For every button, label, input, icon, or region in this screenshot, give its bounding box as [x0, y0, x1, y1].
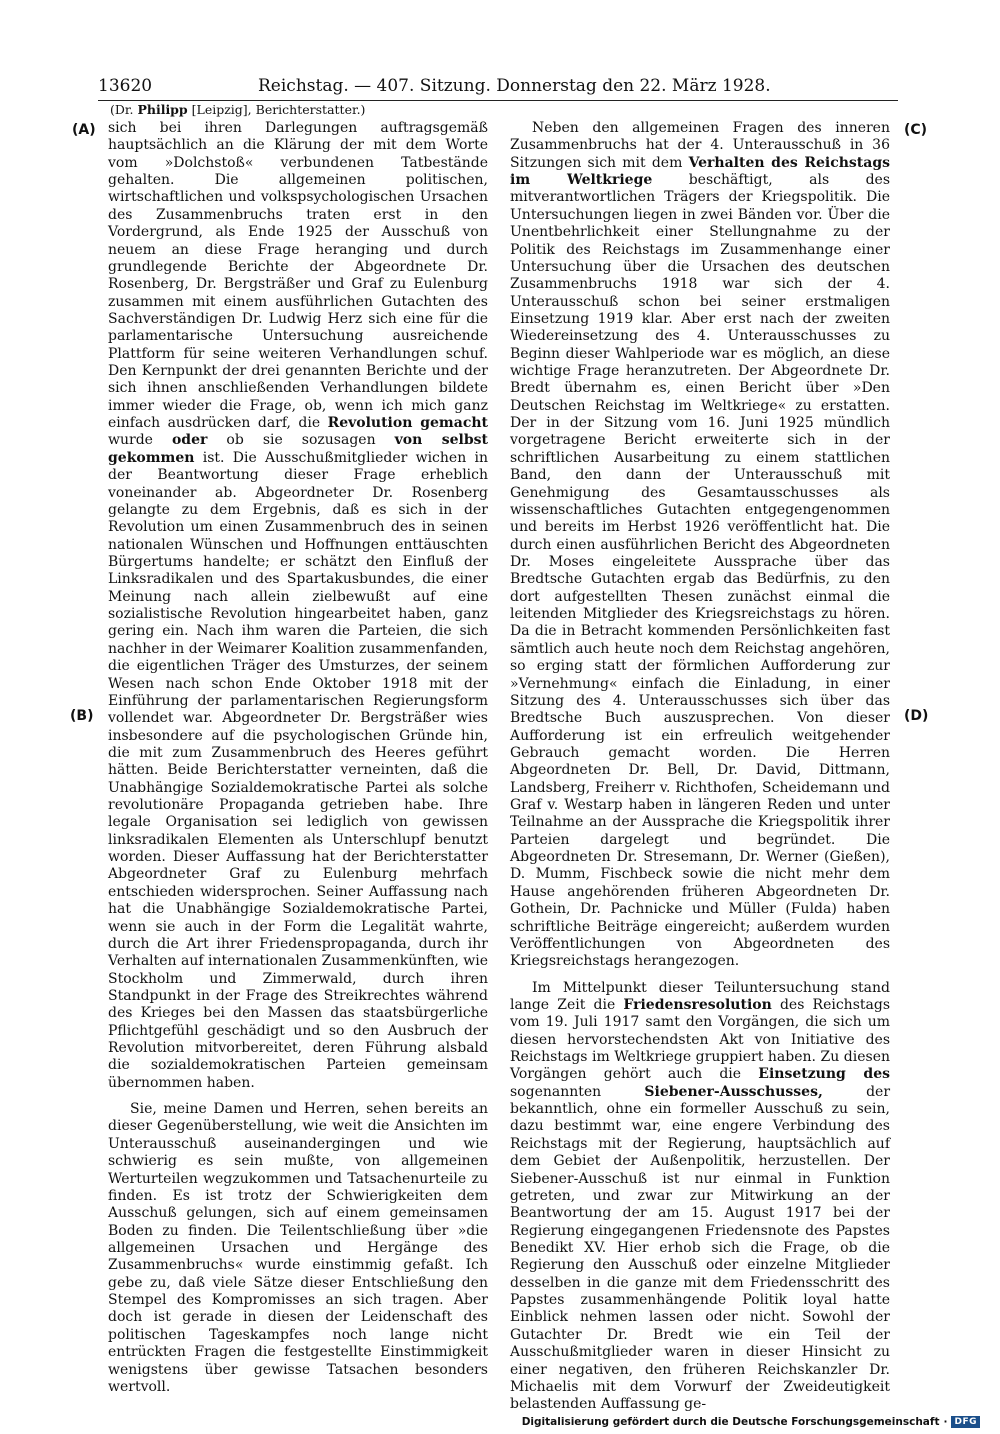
text-run: sogenannten: [510, 1083, 645, 1100]
margin-marker-d: (D): [904, 708, 929, 724]
speaker-line: [110, 100, 510, 120]
bold-run: von selbst gekommen: [108, 432, 488, 466]
bold-run: Siebener-Ausschusses,: [644, 1083, 823, 1100]
bold-run: Friedensresolution: [623, 996, 772, 1013]
footer-credit: [522, 1416, 980, 1428]
running-head: Reichstag. — 407. Sitzung. Donnerstag den 22. März 1928.: [258, 76, 771, 96]
right-paragraph-2: [510, 980, 890, 1414]
speaker-prefix: (Dr.: [110, 102, 138, 117]
text-run: der bekanntlich, ohne ein formeller Ausschuß zu sein, dazu bestimmt war, eine engere Verbindung des Reichstags mit der Regierung, hauptsächlich auf dem Gebiet der Außenpolitik, herzustellen. Der Siebener-Ausschuß ist nur einmal in Funktion getreten, und zwar zur Mitwirkung an der Beantwortung der am 15. August 1917 bei der Regierung eingegangenen Friedensnote des Papstes Benedikt XV. Hier erhob sich die Frage, ob die Regierung den Ausschuß oder einzelne Mitglieder desselben in die ganze mit dem Friedensschritt des Papstes zusammenhängende Politik loyal hatte Einblick nehmen lassen oder nicht. Sowohl der Gutachter Dr. Bredt wie ein Teil der Ausschußmitglieder waren in dieser Hinsicht zu einer negativen, den früheren Reichskanzler Dr. Michaelis mit dem Vorwurf der Zweideutigkeit belastenden Auffassung ge-: [510, 1083, 891, 1413]
text-run: sich bei ihren Darlegungen auftragsgemäß hauptsächlich an die Klärung der mit dem Worte vom »Dolchstoß« verbundenen Tatbestände gehalten. Die allgemeinen politischen, wirtschaftlichen und volkspsychologischen Ursachen des Zusammenbruchs traten erst in den Vordergrund, als Ende 1925 der Ausschuß von neuem an diese Frage heranging und durch grundlegende Berichte der Abgeordnete Dr. Rosenberg, Dr. Bergsträßer und Graf zu Eulenburg zusammen mit einem ausführlichen Gutachten des Sachverständigen Dr. Ludwig Herz sich eine für die parlamentarische Untersuchung ausreichende Plattform für seine weiteren Verhandlungen schuf. Den Kernpunkt der drei genannten Berichte und der sich ihnen anschließenden Verhandlungen bildete immer wieder die Frage, ob, wenn ich mich ganz einfach ausdrücken darf, die: [108, 120, 488, 432]
text-run: ob sie sozusagen: [207, 432, 395, 449]
speaker-suffix: [Leipzig], Berichterstatter.): [187, 102, 366, 117]
bold-run: Einsetzung des: [758, 1066, 890, 1083]
text-run: ist. Die Ausschußmitglieder wichen in der Beantwortung dieser Frage erheblich voneinander ab. Abgeordneter Dr. Rosenberg gelangte zu dem Ergebnis, daß es sich in der Revolution um einen Zusammenbruch des in seinen nationalen Wünschen und Hoffnungen enttäuschten Bürgertums handelte; er schätzt den Einfluß der Linksradikalen und des Spartakusbundes, die einer Meinung nach allein zielbewußt auf eine sozialistische Revolution hingearbeitet haben, ganz gering ein. Nach ihm waren die Parteien, die sich nachher in der Weimarer Koalition zusammenfanden, die eigentlichen Träger des Umsturzes, der seinem Wesen nach schon Ende Oktober 1918 mit der Einführung der parlamentarischen Regierungsform vollendet war. Abgeordneter Dr. Bergsträßer wies insbesondere auf die psychologischen Gründe hin, die mit zum Zusammenbruch des Heeres geführt hätten. Beide Berichterstatter verneinten, daß die Unabhängige Sozialdemokratische Partei als solche revolutionäre Propaganda getrieben habe. Ihre legale Organisation sei lediglich von gewissen linksradikalen Elementen als Unterschlupf benutzt worden. Dieser Auffassung hat der Berichterstatter Abgeordneter Graf zu Eulenburg mehrfach entschieden widersprochen. Seiner Auffassung nach hat die Unabhängige Sozialdemokratische Partei, wenn sie auch in der Form die Legalität wahrte, durch die Art ihrer Friedenspropaganda, durch ihr Verhalten auf internationalen Zusammenkünften, wie Stockholm und Zimmerwald, durch ihren Standpunkt in der Frage des Streikrechtes während des Krieges bei den Massen das staatsbürgerliche Pflichtgefühl geschädigt und so den Ausbruch der Revolution mitvorbereitet, deren Führung alsbald die sozialdemokratischen Parteien gemeinsam übernommen haben.: [108, 449, 489, 1091]
speaker-name: Philipp: [137, 102, 188, 117]
text-run: des Reichstags vom 19. Juli 1917 samt den Vorgängen, die sich um diesen hervorstechendsten Akt von Initiative des Reichstags im Weltkriege gruppiert haben. Zu diesen Vorgängen gehört auch die: [510, 996, 891, 1083]
left-column: [108, 120, 488, 1396]
page-number: 13620: [98, 76, 153, 96]
footer-text: Digitalisierung gefördert durch die Deutsche Forschungsgemeinschaft: [521, 1416, 940, 1428]
text-run: Im Mittelpunkt dieser Teiluntersuchung stand lange Zeit die: [510, 979, 890, 1013]
text-run: beschäftigt, als des mitverantwortlichen Trägers der Kriegspolitik. Die Untersuchungen liegen in zwei Bänden vor. Über die Unentbehrlichkeit einer Stellungnahme zu der Politik des Reichstags im Zusammenhange einer Untersuchung über die Ursachen des deutschen Zusammenbruchs 1918 war sich der 4. Unterausschuß schon bei seiner erstmaligen Einsetzung 1919 klar. Aber erst nach der zweiten Wiedereinsetzung des 4. Unterausschusses zu Beginn dieser Wahlperiode war es möglich, an diese wichtige Frage heranzutreten. Der Abgeordnete Dr. Bredt übernahm es, einen Bericht über »Den Deutschen Reichstag im Weltkriege« zu erstatten. Der in der Sitzung vom 16. Juni 1925 mündlich vorgetragene Bericht erweiterte sich in der schriftlichen Ausarbeitung zu einem stattlichen Band, den dann der Unterausschuß mit Genehmigung des Gesamtausschusses als wissenschaftliches Gutachten entgegengenommen und bereits im Herbst 1926 veröffentlicht hat. Die durch einen ausführlichen Bericht des Abgeordneten Dr. Moses eingeleitete Aussprache über das Bredtsche Gutachten ergab das Bedürfnis, zu den dort aufgestellten Thesen zunächst einmal die leitenden Mitglieder des Kriegsreichstags zu hören. Da die in Betracht kommenden Persönlichkeiten fast sämtlich auch heute noch dem Reichstag angehören, so erging statt der förmlichen Aufforderung zur »Vernehmung« einfach die Einladung, in einer Sitzung des 4. Unterausschusses sich über das Bredtsche Buch auszusprechen. Von dieser Aufforderung ist ein erfreulich weitgehender Gebrauch gemacht worden. Die Herren Abgeordneten Dr. Bell, Dr. David, Dittmann, Landsberg, Freiherr v. Richthofen, Scheidemann und Graf v. Westarp haben in längeren Reden und unter Teilnahme an der Aussprache die Kriegspolitik ihrer Parteien dargelegt und begründet. Die Abgeordneten Dr. Stresemann, Dr. Werner (Gießen), D. Mumm, Fischbeck sowie die nicht mehr dem Hause angehörenden früheren Abgeordneten Dr. Gothein, Dr. Pachnicke und Müller (Fulda) haben schriftliche Beiträge eingereicht; außerdem wurden Veröffentlichungen von Abgeordneten des Kriegsreichstags herangezogen.: [510, 172, 891, 970]
right-column: [510, 120, 890, 1414]
left-paragraph-1: [108, 120, 488, 1092]
bold-run: oder: [171, 432, 208, 449]
page-header: [98, 74, 898, 101]
right-paragraph-1: [510, 120, 890, 971]
margin-marker-b: (B): [70, 708, 94, 724]
text-run: Neben den allgemeinen Fragen des inneren Zusammenbruchs hat der 4. Unterausschuß in 36 Sitzungen sich mit dem: [510, 120, 890, 171]
footer-separator: ·: [943, 1416, 948, 1428]
bold-run: Verhalten des Reichstags im Weltkriege: [510, 154, 891, 189]
margin-marker-a: (A): [72, 122, 96, 138]
text-run: wurde: [108, 432, 172, 449]
bold-run: Revolution gemacht: [327, 415, 488, 432]
dfg-logo[interactable]: DFG: [951, 1416, 980, 1428]
left-paragraph-2: Sie, meine Damen und Herren, sehen bereits an dieser Gegenüberstellung, wie weit die Ansichten im Unterausschuß auseinandergingen und wie schwierig es sein mußte, von allgemeinen Werturteilen wegzukommen und Tatsachenurteile zu finden. Es ist trotz der Schwierigkeiten dem Ausschuß gelungen, sich auf einem gemeinsamen Boden zu finden. Die Teilentschließung über »die allgemeinen Ursachen und Hergänge des Zusammenbruchs« wurde einstimmig gefaßt. Ich gebe zu, daß viele Sätze dieser Entschließung den Stempel des Kompromisses an sich tragen. Aber doch ist gerade in diesen der Leidenschaft des politischen Tageskampfes noch lange nicht entrückten Fragen die festgestellte Einstimmigkeit wenigstens über gewisse Tatsachen besonders wertvoll.: [108, 1101, 488, 1395]
margin-marker-c: (C): [904, 122, 928, 138]
